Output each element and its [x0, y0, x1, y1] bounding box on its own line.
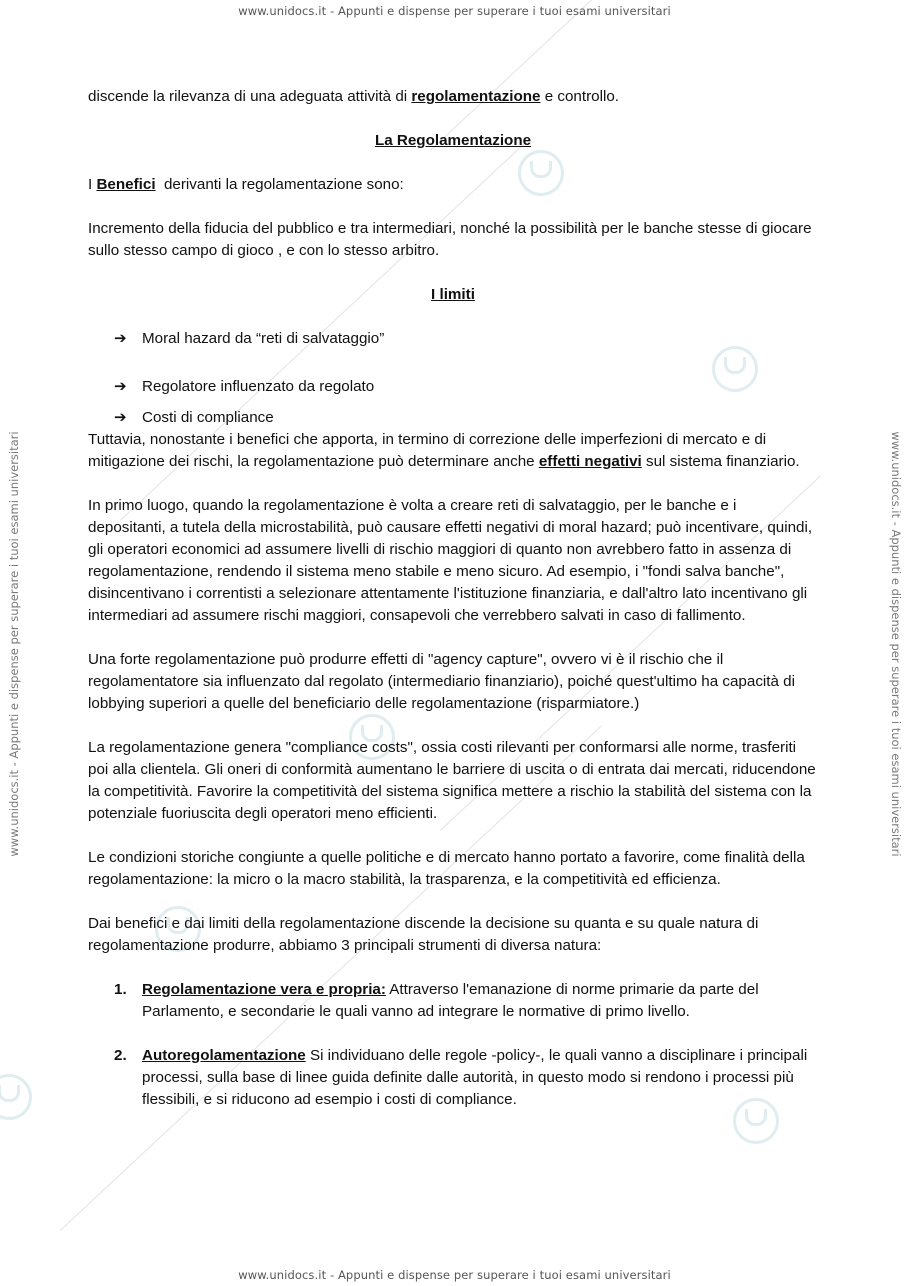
- list-item: 2. Autoregolamentazione Si individuano delle regole -policy-, le quali vanno a disciplinare i principali processi, sulla base di linee guida definite dalle autorità, in questo modo si rendono i processi più flessibili, e si riducono ad esempio i costi di compliance.: [114, 1047, 808, 1108]
- list-item: ➔ Costi di compliance: [88, 407, 818, 429]
- strumento-title: Regolamentazione vera e propria:: [142, 981, 386, 998]
- arrow-icon: ➔: [114, 330, 127, 347]
- list-item: ➔ Regolatore influenzato da regolato: [88, 376, 818, 398]
- regolamentazione-term: regolamentazione: [411, 88, 541, 105]
- arrow-icon: ➔: [114, 378, 127, 395]
- compliance-costs-paragraph: La regolamentazione genera "compliance costs", ossia costi rilevanti per conformarsi alle norme, trasferiti poi alla clientela. Gli oneri di conformità aumentano le barriere di uscita o di entrata dai mercati, riducendone la competitività. Favorire la competitività del sistema significa mettere a rischio la stabilità del sistema con la potenziale fuoriuscita degli operatori meno efficienti.: [88, 739, 816, 822]
- condizioni-paragraph: Le condizioni storiche congiunte a quelle politiche e di mercato hanno portato a favorire, come finalità della regolamentazione: la micro o la macro stabilità, la trasparenza, e la competitività ed efficienza.: [88, 849, 805, 888]
- effetti-negativi-term: effetti negativi: [538, 453, 642, 470]
- benefici-heading: I Benefici derivanti la regolamentazione sono:: [88, 176, 404, 193]
- benefici-paragraph: Incremento della fiducia del pubblico e tra intermediari, nonché la possibilità per le banche stesse di giocare sullo stesso campo di gioco , e con lo stesso arbitro.: [88, 220, 812, 259]
- limiti-list: [88, 328, 818, 429]
- strumento-title: Autoregolamentazione: [142, 1047, 306, 1064]
- agency-capture-paragraph: Una forte regolamentazione può produrre effetti di "agency capture", ovvero vi è il rischio che il regolamentatore sia influenzato dal regolato (intermediario finanziario), poiché quest'ultimo ha capacità di lobbying superiori a quelle del beneficiario delle regolamentazione (risparmiatore.): [88, 651, 795, 712]
- watermark-left: www.unidocs.it - Appunti e dispense per superare i tuoi esami universitari: [7, 431, 21, 857]
- strumenti-intro-paragraph: Dai benefici e dai limiti della regolamentazione discende la decisione su quanta e su quale natura di regolamentazione produrre, abbiamo 3 principali strumenti di diversa natura:: [88, 915, 759, 954]
- list-item: ➔ Moral hazard da “reti di salvataggio”: [88, 328, 818, 350]
- section-title-regolamentazione: La Regolamentazione: [374, 132, 532, 149]
- arrow-icon: ➔: [114, 409, 127, 426]
- watermark-top: www.unidocs.it - Appunti e dispense per superare i tuoi esami universitari: [238, 4, 671, 18]
- intro-paragraph: discende la rilevanza di una adeguata attività di regolamentazione e controllo.: [88, 88, 620, 105]
- section-title-limiti: I limiti: [431, 286, 475, 303]
- primo-luogo-paragraph: In primo luogo, quando la regolamentazione è volta a creare reti di salvataggio, per le banche e i depositanti, a tutela della microstabilità, può causare effetti negativi di moral hazard; può incentivare, quindi, gli operatori economici ad assumere livelli di rischio maggiori di quanto non avrebbero fatto in assenza di regolamentazione, rendendo il sistema meno stabile e meno sicuro. Ad esempio, i "fondi salva banche", disincentivano i correntisti a selezionare attentamente l'istituzione finanziaria, e dall'altro lato incentivano gli intermediari ad assumere rischi maggiori, consapevoli che verrebbero salvati in caso di fallimento.: [88, 497, 813, 624]
- tuttavia-paragraph: Tuttavia, nonostante i benefici che apporta, in termino di correzione delle imperfezioni di mercato e di mitigazione dei rischi, la regolamentazione può determinare anche effetti negativi sul sistema finanziario.: [88, 431, 800, 470]
- watermark-bottom: www.unidocs.it - Appunti e dispense per superare i tuoi esami universitari: [238, 1268, 671, 1282]
- watermark-right: www.unidocs.it - Appunti e dispense per superare i tuoi esami universitari: [889, 431, 903, 857]
- list-item: 1. Regolamentazione vera e propria: Attraverso l'emanazione di norme primarie da parte del Parlamento, e secondarie le quali vanno ad integrare le normative di primo livello.: [114, 981, 759, 1020]
- watermark-logo-icon: [0, 1074, 32, 1120]
- strumenti-list: [88, 979, 818, 1111]
- document-body: [88, 86, 818, 1111]
- benefici-term: Benefici: [96, 176, 156, 193]
